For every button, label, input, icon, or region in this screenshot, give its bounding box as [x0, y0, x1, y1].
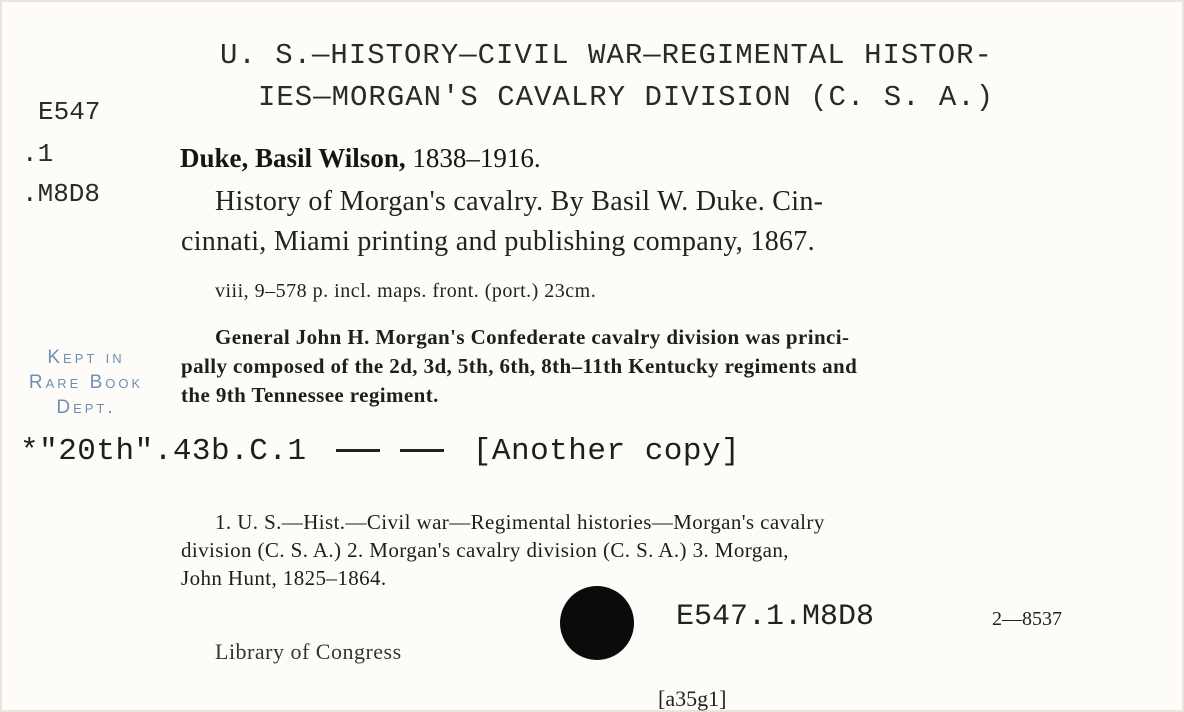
dash-2 — [400, 449, 444, 452]
main-entry-author — [180, 143, 541, 174]
another-copy-line — [20, 434, 740, 469]
author-dates: 1838–1916. — [412, 143, 541, 173]
note-line3: the 9th Tennessee regiment. — [181, 383, 439, 407]
tracings-line1: 1. U. S.—Hist.—Civil war—Regimental histories—Morgan's cavalry — [215, 510, 825, 534]
another-copy-label: [Another copy] — [472, 434, 741, 469]
stamp-line1: Kept in — [47, 347, 125, 368]
stamp-line2: Rare Book — [28, 372, 144, 393]
tracings-line2: division (C. S. A.) 2. Morgan's cavalry division (C. S. A.) 3. Morgan, — [181, 538, 789, 562]
call-number-line2: .1 — [22, 139, 54, 169]
card-number: 2—8537 — [992, 608, 1062, 630]
subject-heading-line2: IES—MORGAN'S CAVALRY DIVISION (C. S. A.) — [258, 81, 995, 114]
tracings-line3: John Hunt, 1825–1864. — [181, 566, 387, 590]
title-line1: History of Morgan's cavalry. By Basil W. Duke. Cin- — [215, 186, 824, 217]
another-copy-call-number: *"20th".43b.C.1 — [20, 434, 307, 469]
call-number-line3: .M8D8 — [22, 179, 101, 209]
library-of-congress: Library of Congress — [215, 639, 402, 664]
note-line1: General John H. Morgan's Confederate cavalry division was princi- — [215, 325, 850, 349]
punch-hole — [560, 586, 634, 660]
subject-heading-line1: U. S.—HISTORY—CIVIL WAR—REGIMENTAL HISTOR- — [220, 39, 993, 72]
title-line2: cinnati, Miami printing and publishing company, 1867. — [181, 226, 815, 257]
collation: viii, 9–578 p. incl. maps. front. (port.) 23cm. — [215, 280, 597, 302]
author-name: Duke, Basil Wilson, — [180, 143, 406, 173]
call-number-line1: E547 — [38, 97, 101, 127]
rare-book-stamp — [0, 345, 172, 420]
stamp-line3: Dept. — [56, 397, 116, 418]
note-line2: pally composed of the 2d, 3d, 5th, 6th, 8th–11th Kentucky regiments and — [181, 354, 858, 378]
footer-call-number: E547.1.M8D8 — [676, 600, 875, 634]
dash-1 — [336, 449, 380, 452]
print-code: [a35g1] — [658, 686, 727, 711]
